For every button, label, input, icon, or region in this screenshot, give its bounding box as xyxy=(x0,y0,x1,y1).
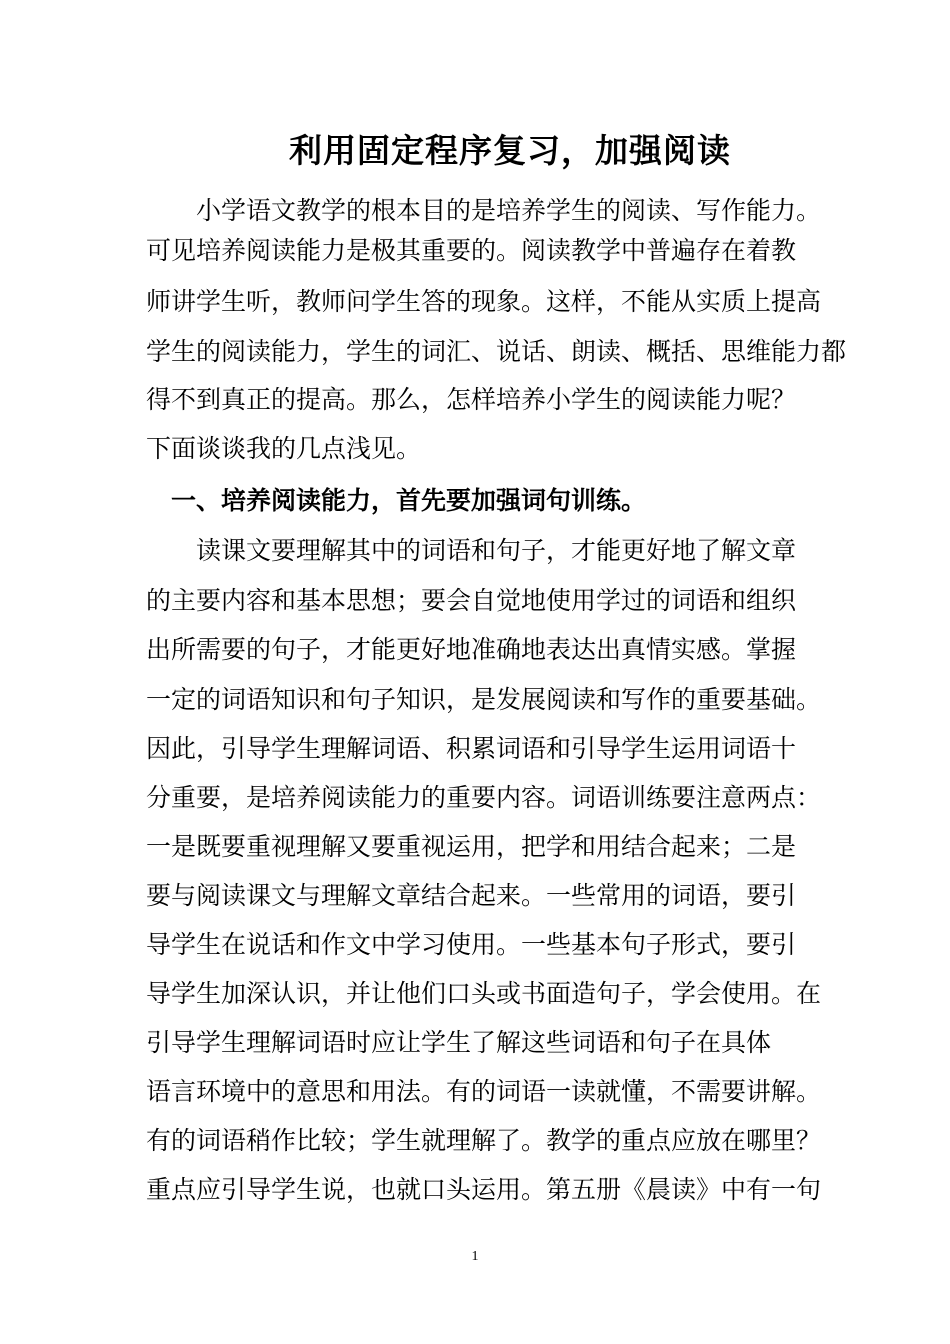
paragraph-line: 一定的词语知识和句子知识，是发展阅读和写作的重要基础。 xyxy=(146,685,822,714)
paragraph-line: 一是既要重视理解又要重视运用，把学和用结合起来；二是 xyxy=(146,832,797,861)
paragraph-line: 语言环境中的意思和用法。有的词语一读就懂，不需要讲解。 xyxy=(146,1077,822,1106)
page-number: 1 xyxy=(471,1249,479,1264)
section-heading: 一、培养阅读能力，首先要加强词句训练。 xyxy=(146,486,647,515)
paragraph-line: 得不到真正的提高。那么，怎样培养小学生的阅读能力呢？ xyxy=(146,385,797,414)
document-title: 利用固定程序复习，加强阅读 xyxy=(289,131,731,170)
paragraph-line: 因此，引导学生理解词语、积累词语和引导学生运用词语十 xyxy=(146,734,797,763)
paragraph-line: 导学生加深认识，并让他们口头或书面造句子，学会使用。在 xyxy=(146,979,822,1008)
paragraph-line: 学生的阅读能力，学生的词汇、说话、朗读、概括、思维能力都 xyxy=(146,337,847,366)
paragraph-line: 下面谈谈我的几点浅见。 xyxy=(146,434,422,463)
paragraph-line: 小学语文教学的根本目的是培养学生的阅读、写作能力。 xyxy=(146,196,822,225)
paragraph-line: 有的词语稍作比较；学生就理解了。教学的重点应放在哪里？ xyxy=(146,1126,822,1155)
paragraph-line: 师讲学生听，教师问学生答的现象。这样，不能从实质上提高 xyxy=(146,287,822,316)
paragraph-line: 重点应引导学生说，也就口头运用。第五册《晨读》中有一句 xyxy=(146,1175,822,1204)
paragraph-line: 要与阅读课文与理解文章结合起来。一些常用的词语，要引 xyxy=(146,881,797,910)
paragraph-line: 的主要内容和基本思想；要会自觉地使用学过的词语和组织 xyxy=(146,586,797,615)
paragraph-line: 出所需要的句子，才能更好地准确地表达出真情实感。掌握 xyxy=(146,635,797,664)
paragraph-line: 可见培养阅读能力是极其重要的。阅读教学中普遍存在着教 xyxy=(146,236,797,265)
paragraph-line: 引导学生理解词语时应让学生了解这些词语和句子在具体 xyxy=(146,1028,772,1057)
paragraph-line: 分重要，是培养阅读能力的重要内容。词语训练要注意两点： xyxy=(146,783,822,812)
paragraph-line: 导学生在说话和作文中学习使用。一些基本句子形式，要引 xyxy=(146,930,797,959)
paragraph-line: 读课文要理解其中的词语和句子，才能更好地了解文章 xyxy=(146,536,797,565)
